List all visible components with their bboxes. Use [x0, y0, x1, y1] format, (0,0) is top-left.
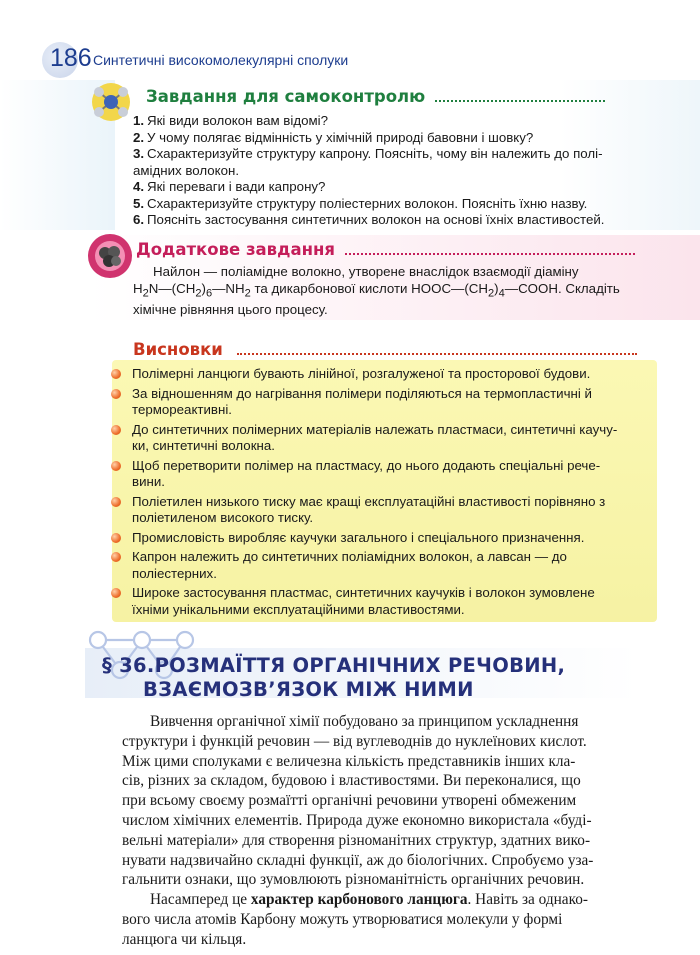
paragraph-title-line2: ВЗАЄМОЗВ’ЯЗОК МІЖ НИМИ: [143, 678, 474, 701]
extra-task-formula-line: $H_2N—(CH_2)_6—NH_2$ та дикарбонової кислоти $HOOC—(CH_2)_4—COOH$. Складіть: [133, 280, 620, 300]
self-control-title-text: Завдання для самоконтролю: [146, 87, 426, 106]
extra-task-line: Найлон — поліамідне волокно, утворене внаслідок взаємодії діаміну: [153, 264, 579, 279]
conclusion-item: Поліетилен низького тиску має кращі експлуатаційні властивості порівняно з поліетиленом високого тиску.: [132, 494, 652, 527]
page-number: 186: [50, 44, 92, 72]
molecule-icon: [82, 78, 140, 126]
bullet-icon: [111, 425, 121, 435]
extra-task-line: хімічне рівняння цього процесу.: [133, 301, 328, 317]
body-line: сів, різних за складом, будовою і властивостями. Ви переконалися, що: [122, 772, 581, 790]
title-dots: [435, 100, 605, 102]
bullet-icon: [111, 533, 121, 543]
body-line: Вивчення органічної хімії побудовано за принципом ускладнення: [150, 713, 579, 730]
task-item: 5. Схарактеризуйте структуру поліестерних волокон. Поясніть їхню назву.: [133, 195, 588, 211]
extra-task-title-text: Додаткове завдання: [136, 240, 335, 259]
conclusions-title-text: Висновки: [133, 340, 223, 359]
conclusion-item: Промисловість виробляє каучуки загального і спеціального призначення.: [132, 530, 652, 547]
bullet-icon: [111, 588, 121, 598]
body-line: при всьому своєму розмаїтті органічні речовини утворені обмеженим: [122, 792, 577, 810]
extra-task-title: [136, 240, 635, 259]
task-item-continuation: амідних волокон.: [133, 162, 240, 178]
self-control-list: [133, 113, 653, 229]
running-header: Синтетичні високомолекулярні сполуки: [93, 52, 349, 68]
body-line: вого числа атомів Карбону можуть утворюватися молекули у формі: [122, 910, 563, 928]
sphere-molecule-icon: [85, 231, 135, 281]
bullet-icon: [111, 552, 121, 562]
body-line: нувати надзвичайно складні функції, аж до біологічних. Спробуємо уза-: [122, 851, 594, 869]
paragraph-title-line1: § 36.РОЗМАЇТТЯ ОРГАНІЧНИХ РЕЧОВИН,: [102, 654, 566, 677]
paragraph-number: § 36.: [102, 654, 155, 677]
conclusion-item: Полімерні ланцюги бувають лінійної, розгалуженої та просторової будови.: [132, 366, 652, 383]
body-line: гальнити ознаки, що зумовлюють різноманітність органічних речовин.: [122, 871, 585, 889]
conclusion-item: За відношенням до нагрівання полімери поділяються на термопластичні й термореактивні.: [132, 386, 652, 419]
bullet-icon: [111, 497, 121, 507]
body-text: [122, 712, 652, 950]
conclusion-item: До синтетичних полімерних матеріалів належать пластмаси, синтетичні каучу- ки, синтетичні волокна.: [132, 422, 652, 455]
body-line: структури і функцій речовин — від вуглеводнів до нуклеїнових кислот.: [122, 732, 587, 750]
emphasis-term: характер карбонового ланцюга: [250, 891, 468, 909]
title-dots: [345, 253, 635, 255]
title-dots: [237, 353, 637, 355]
extra-task-text: [133, 264, 658, 318]
conclusions-title: [133, 340, 637, 359]
task-item: 6. Поясніть застосування синтетичних волокон на основі їхніх властивостей.: [133, 212, 605, 227]
conclusion-item: Широке застосування пластмас, синтетичних каучуків і волокон зумовлене їхніми унікальними експлуатаційними властивостями.: [132, 585, 652, 618]
body-line: вельні матеріали» для створення різноманітних структур, здатних вико-: [122, 831, 591, 849]
task-item: 1. Які види волокон вам відомі?: [133, 113, 328, 128]
paragraph-title: [102, 654, 565, 702]
bullet-icon: [111, 461, 121, 471]
conclusion-item: Щоб перетворити полімер на пластмасу, до нього додають спеціальні рече- вини.: [132, 458, 652, 491]
task-item: 4. Які переваги і вади капрону?: [133, 179, 326, 194]
conclusion-item: Капрон належить до синтетичних поліамідних волокон, а лавсан — до поліестерних.: [132, 549, 652, 582]
body-line: Насамперед це характер карбонового ланцюга. Навіть за однако-: [150, 891, 588, 909]
body-line: Між цими сполуками є величезна кількість представників інших кла-: [122, 752, 576, 770]
bullet-icon: [111, 369, 121, 379]
conclusions-list: [132, 366, 652, 621]
body-line: ланцюга чи кільця.: [122, 930, 247, 948]
task-item: 3. Схарактеризуйте структуру капрону. Поясніть, чому він належить до полі-: [133, 146, 603, 161]
body-line: числом хімічних елементів. Природа дуже економно використала «буді-: [122, 811, 592, 829]
task-item: 2. У чому полягає відмінність у хімічній природі бавовни і шовку?: [133, 129, 534, 145]
bullet-icon: [111, 389, 121, 399]
self-control-title: [146, 87, 605, 106]
